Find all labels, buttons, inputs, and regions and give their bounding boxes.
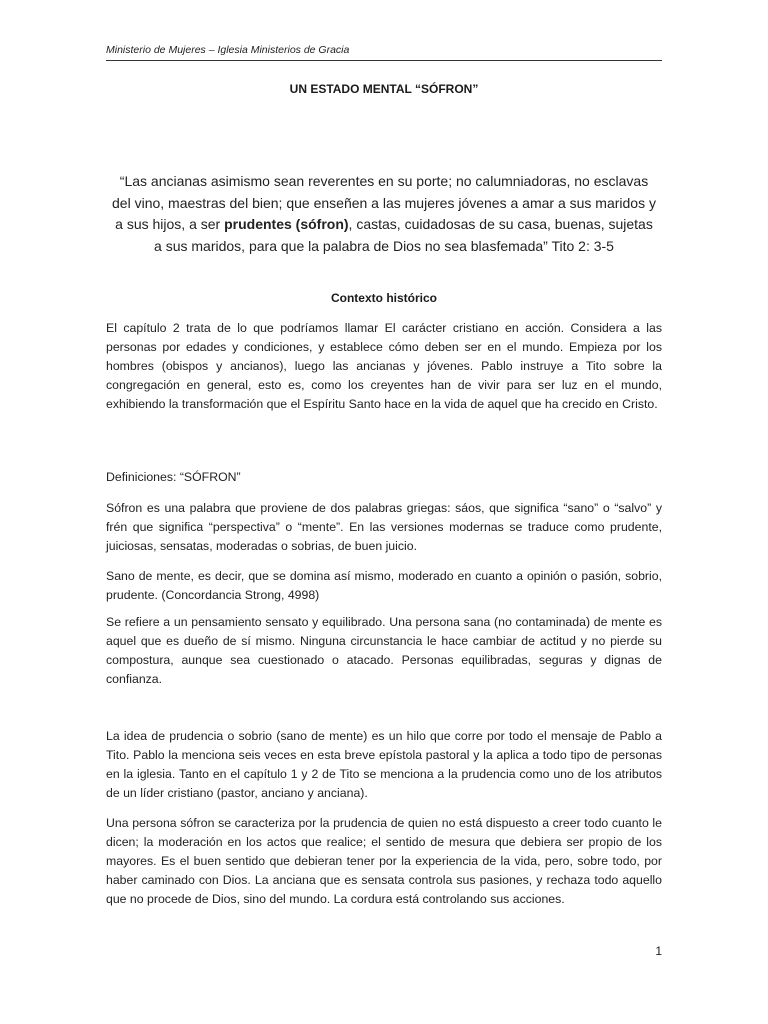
running-header: Ministerio de Mujeres – Iglesia Ministerios de Gracia — [106, 44, 350, 56]
definitions-heading: Definiciones: “SÓFRON” — [106, 470, 241, 484]
page-number: 1 — [655, 944, 662, 958]
quote-bold-term: prudentes (sófron) — [224, 216, 349, 232]
quote-text-before: “Las ancianas asimismo sean reverentes en su porte; no calumniadoras, no esclavas del vino, maestras del bien; que enseñen a las mujeres jóvenes a amar a sus maridos y a sus hijos, a ser — [112, 173, 656, 232]
section-title: Contexto histórico — [330, 291, 437, 305]
paragraph-balanced-thought: Se refiere a un pensamiento sensato y equilibrado. Una persona sana (no contaminada) de mente es aquel que es dueño de sí mismo. Ninguna circunstancia le hace cambiar de actitud y no pierde su compostura, aunque sea cuestionado o atacado. Personas equilibradas, seguras y dignas de confianza. — [106, 615, 662, 686]
header-divider — [106, 60, 662, 61]
paragraph-strong: Sano de mente, es decir, que se domina así mismo, moderado en cuanto a opinión o pasión, sobrio, prudente. (Concordancia Strong, 4998) — [106, 569, 662, 602]
bible-quote — [110, 171, 658, 257]
paragraph-context: El capítulo 2 trata de lo que podríamos llamar El carácter cristiano en acción. Considera a las personas por edades y condiciones, y establece cómo deben ser en el mundo. Empieza por los hombres (obispos y ancianos), luego las ancianas y jóvenes. Pablo instruye a Tito sobre la congregación en general, esto es, como los creyentes han de vivir para ser luz en el mundo, exhibiendo la transformación que el Espíritu Santo hace en la vida de aquel que ha crecido en Cristo. — [106, 321, 662, 411]
document-title: UN ESTADO MENTAL “SÓFRON” — [289, 82, 479, 96]
paragraph-definition: Sófron es una palabra que proviene de dos palabras griegas: sáos, que significa “sano” o “salvo” y frén que significa “perspectiva” o “mente”. En las versiones modernas se traduce como prudente, juiciosas, sensatas, moderadas o sobrias, de buen juicio. — [106, 501, 662, 553]
quote-text-after: , castas, cuidadosas de su casa, buenas, sujetas a sus maridos, para que la palabra de Dios no sea blasfemada” Tito 2: 3-5 — [154, 216, 653, 254]
paragraph-sofron-person: Una persona sófron se caracteriza por la prudencia de quien no está dispuesto a creer todo cuanto le dicen; la moderación en los actos que realice; el sentido de mesura que debiera ser propio de los mayores. Es el buen sentido que debieran tener por la experiencia de la vida, pero, sobre todo, por haber caminado con Dios. La anciana que es sensata controla sus pasiones, y rechaza todo aquello que no procede de Dios, sino del mundo. La cordura está controlando sus acciones. — [106, 816, 662, 906]
paragraph-prudence-idea: La idea de prudencia o sobrio (sano de mente) es un hilo que corre por todo el mensaje de Pablo a Tito. Pablo la menciona seis veces en esta breve epístola pastoral y la aplica a todo tipo de personas en la iglesia. Tanto en el capítulo 1 y 2 de Tito se menciona a la prudencia como uno de los atributos de un líder cristiano (pastor, anciano y anciana). — [106, 729, 662, 800]
